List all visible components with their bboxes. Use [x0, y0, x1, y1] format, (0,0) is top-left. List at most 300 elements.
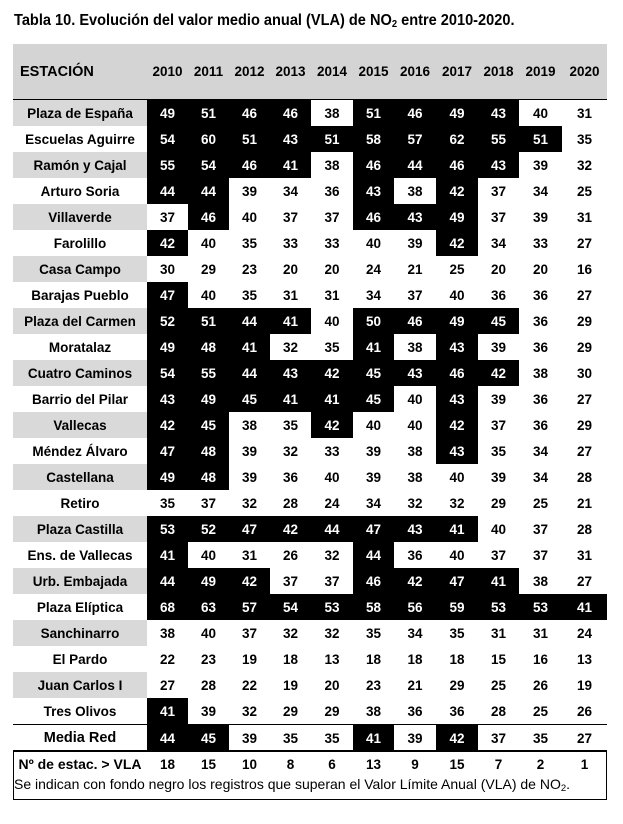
value-cell: 37	[270, 568, 311, 594]
value-cell: 43	[436, 438, 478, 464]
value-cell: 32	[270, 334, 311, 360]
value-cell: 46	[436, 152, 478, 178]
value-cell: 60	[188, 126, 229, 152]
value-cell: 37	[478, 178, 519, 204]
station-name: Vallecas	[13, 412, 147, 438]
value-cell: 18	[270, 646, 311, 672]
value-cell: 42	[147, 412, 188, 438]
value-cell: 38	[147, 620, 188, 646]
value-cell: 51	[519, 126, 562, 152]
value-cell: 41	[436, 516, 478, 542]
value-cell: 49	[436, 308, 478, 334]
table-row	[13, 516, 607, 542]
value-cell: 46	[229, 152, 270, 178]
value-cell: 15	[188, 752, 229, 777]
value-cell: 43	[353, 178, 394, 204]
value-cell: 38	[519, 568, 562, 594]
table-row	[13, 568, 607, 594]
value-cell: 41	[478, 568, 519, 594]
value-cell: 40	[353, 230, 394, 256]
value-cell: 54	[147, 126, 188, 152]
value-cell: 47	[436, 568, 478, 594]
table-row	[13, 620, 607, 646]
value-cell: 32	[311, 542, 353, 568]
value-cell: 8	[270, 752, 311, 777]
station-name: Tres Olivos	[43, 703, 117, 719]
value-cell: 35	[270, 725, 311, 752]
value-cell: 34	[353, 490, 394, 516]
table-row	[13, 204, 607, 230]
value-cell: 36	[394, 698, 436, 725]
value-cell: 57	[394, 126, 436, 152]
value-cell: 42	[436, 412, 478, 438]
value-cell: 40	[311, 308, 353, 334]
value-cell: 29	[562, 308, 607, 334]
value-cell: 32	[229, 698, 270, 725]
station-name: Cuatro Caminos	[13, 360, 147, 386]
value-cell: 43	[478, 152, 519, 178]
station-name: El Pardo	[52, 651, 108, 667]
value-cell: 19	[229, 646, 270, 672]
value-cell: 46	[353, 568, 394, 594]
value-cell: 26	[519, 672, 562, 698]
value-cell: 54	[147, 360, 188, 386]
value-cell: 20	[311, 672, 353, 698]
value-cell: 40	[311, 464, 353, 490]
station-name: Plaza Castilla	[13, 516, 147, 542]
value-cell: 1	[562, 752, 607, 777]
value-cell: 33	[311, 230, 353, 256]
value-cell: 53	[311, 594, 353, 620]
value-cell: 32	[394, 490, 436, 516]
value-cell: 53	[478, 594, 519, 620]
year-header-2019: 2019	[519, 44, 562, 100]
station-name: Villaverde	[13, 204, 147, 230]
table-row	[13, 100, 607, 127]
station-name: Plaza del Carmen	[13, 308, 147, 334]
value-cell: 49	[188, 386, 229, 412]
value-cell: 15	[436, 752, 478, 777]
value-cell: 38	[229, 412, 270, 438]
value-cell: 2	[519, 752, 562, 777]
value-cell: 39	[229, 438, 270, 464]
value-cell: 53	[147, 516, 188, 542]
table-row	[13, 230, 607, 256]
footnote: Se indican con fondo negro los registros que superan el Valor Límite Anual (VLA) de $NO_2$.	[14, 776, 571, 794]
value-cell: 35	[311, 725, 353, 752]
value-cell: 41	[353, 334, 394, 360]
value-cell: 54	[270, 594, 311, 620]
value-cell: 27	[562, 568, 607, 594]
value-cell: 10	[229, 752, 270, 777]
value-cell: 18	[394, 646, 436, 672]
value-cell: 34	[478, 230, 519, 256]
value-cell: 40	[519, 100, 562, 127]
value-cell: 41	[311, 386, 353, 412]
value-cell: 28	[562, 464, 607, 490]
table-row	[13, 152, 607, 178]
value-cell: 42	[436, 725, 478, 752]
station-name: Urb. Embajada	[13, 568, 147, 594]
value-cell: 46	[353, 152, 394, 178]
value-cell: 40	[188, 542, 229, 568]
count-row	[13, 752, 607, 777]
value-cell: 27	[562, 725, 607, 752]
table-title: Tabla 10. Evolución del valor medio anual (VLA) de $NO_2$ entre 2010-2020.	[14, 12, 515, 30]
value-cell: 34	[519, 178, 562, 204]
value-cell: 27	[562, 386, 607, 412]
value-cell: 40	[353, 412, 394, 438]
value-cell: 33	[311, 438, 353, 464]
value-cell: 51	[229, 126, 270, 152]
table-row	[13, 386, 607, 412]
value-cell: 41	[270, 308, 311, 334]
value-cell: 48	[188, 438, 229, 464]
value-cell: 34	[353, 282, 394, 308]
value-cell: 38	[394, 464, 436, 490]
value-cell: 29	[188, 256, 229, 282]
value-cell: 49	[147, 464, 188, 490]
value-cell: 44	[394, 152, 436, 178]
value-cell: 46	[394, 308, 436, 334]
value-cell: 50	[353, 308, 394, 334]
value-cell: 37	[188, 490, 229, 516]
value-cell: 39	[394, 230, 436, 256]
value-cell: 39	[229, 178, 270, 204]
value-cell: 47	[353, 516, 394, 542]
value-cell: 36	[519, 412, 562, 438]
year-header-2020: 2020	[562, 44, 607, 100]
header-row	[13, 44, 607, 100]
value-cell: 24	[311, 490, 353, 516]
value-cell: 21	[394, 672, 436, 698]
value-cell: 19	[562, 672, 607, 698]
value-cell: 36	[519, 386, 562, 412]
value-cell: 46	[188, 204, 229, 230]
value-cell: 40	[394, 412, 436, 438]
value-cell: 41	[147, 542, 188, 568]
no2-table	[13, 44, 607, 776]
value-cell: 39	[353, 438, 394, 464]
value-cell: 25	[519, 490, 562, 516]
value-cell: 23	[188, 646, 229, 672]
value-cell: 38	[311, 152, 353, 178]
value-cell: 46	[270, 100, 311, 127]
value-cell: 35	[270, 412, 311, 438]
year-header-2018: 2018	[478, 44, 519, 100]
value-cell: 56	[394, 594, 436, 620]
value-cell: 40	[188, 230, 229, 256]
value-cell: 23	[229, 256, 270, 282]
value-cell: 43	[270, 360, 311, 386]
value-cell: 39	[519, 204, 562, 230]
value-cell: 63	[188, 594, 229, 620]
value-cell: 44	[147, 178, 188, 204]
value-cell: 51	[188, 100, 229, 127]
value-cell: 37	[478, 412, 519, 438]
value-cell: 32	[270, 620, 311, 646]
value-cell: 52	[188, 516, 229, 542]
value-cell: 49	[188, 568, 229, 594]
value-cell: 42	[270, 516, 311, 542]
value-cell: 42	[229, 568, 270, 594]
value-cell: 54	[188, 152, 229, 178]
value-cell: 43	[394, 360, 436, 386]
value-cell: 21	[394, 256, 436, 282]
value-cell: 28	[562, 516, 607, 542]
station-name: Escuelas Aguirre	[25, 131, 135, 147]
value-cell: 35	[436, 620, 478, 646]
value-cell: 37	[229, 620, 270, 646]
value-cell: 45	[353, 386, 394, 412]
value-cell: 18	[147, 752, 188, 777]
value-cell: 32	[562, 152, 607, 178]
value-cell: 34	[519, 464, 562, 490]
value-cell: 22	[147, 646, 188, 672]
table-row	[13, 334, 607, 360]
value-cell: 35	[229, 230, 270, 256]
value-cell: 38	[394, 334, 436, 360]
value-cell: 25	[478, 672, 519, 698]
value-cell: 16	[519, 646, 562, 672]
value-cell: 18	[436, 646, 478, 672]
value-cell: 31	[562, 542, 607, 568]
value-cell: 38	[519, 360, 562, 386]
media-row	[13, 725, 607, 752]
value-cell: 39	[353, 464, 394, 490]
value-cell: 51	[353, 100, 394, 127]
value-cell: 30	[562, 360, 607, 386]
value-cell: 20	[311, 256, 353, 282]
station-name: Ens. de Vallecas	[27, 547, 133, 563]
value-cell: 6	[311, 752, 353, 777]
value-cell: 31	[562, 100, 607, 127]
table-row	[13, 646, 607, 672]
value-cell: 40	[478, 516, 519, 542]
value-cell: 44	[188, 178, 229, 204]
station-name: Arturo Soria	[40, 183, 120, 199]
value-cell: 43	[394, 516, 436, 542]
value-cell: 34	[519, 438, 562, 464]
value-cell: 39	[394, 725, 436, 752]
value-cell: 42	[394, 568, 436, 594]
value-cell: 36	[270, 464, 311, 490]
value-cell: 43	[270, 126, 311, 152]
value-cell: 38	[311, 100, 353, 127]
value-cell: 39	[478, 386, 519, 412]
value-cell: 35	[562, 126, 607, 152]
value-cell: 46	[394, 100, 436, 127]
value-cell: 40	[436, 282, 478, 308]
value-cell: 28	[270, 490, 311, 516]
value-cell: 45	[188, 725, 229, 752]
value-cell: 31	[562, 204, 607, 230]
value-cell: 37	[311, 568, 353, 594]
value-cell: 36	[519, 308, 562, 334]
year-header-2014: 2014	[311, 44, 353, 100]
value-cell: 31	[311, 282, 353, 308]
table-row	[13, 256, 607, 282]
station-name: Plaza de España	[13, 100, 147, 127]
value-cell: 28	[478, 698, 519, 725]
value-cell: 37	[519, 542, 562, 568]
value-cell: 13	[353, 752, 394, 777]
value-cell: 21	[562, 490, 607, 516]
value-cell: 44	[311, 516, 353, 542]
value-cell: 35	[519, 725, 562, 752]
value-cell: 44	[229, 308, 270, 334]
value-cell: 49	[436, 100, 478, 127]
value-cell: 40	[394, 386, 436, 412]
value-cell: 46	[229, 100, 270, 127]
value-cell: 55	[188, 360, 229, 386]
value-cell: 45	[229, 386, 270, 412]
value-cell: 62	[436, 126, 478, 152]
value-cell: 15	[478, 646, 519, 672]
value-cell: 39	[188, 698, 229, 725]
value-cell: 40	[229, 204, 270, 230]
value-cell: 39	[478, 334, 519, 360]
value-cell: 31	[229, 542, 270, 568]
value-cell: 31	[478, 620, 519, 646]
value-cell: 38	[394, 438, 436, 464]
value-cell: 32	[229, 490, 270, 516]
table-row	[13, 438, 607, 464]
value-cell: 41	[147, 698, 188, 725]
value-cell: 42	[147, 230, 188, 256]
value-cell: 41	[562, 594, 607, 620]
table-row	[13, 178, 607, 204]
value-cell: 35	[353, 620, 394, 646]
year-header-2016: 2016	[394, 44, 436, 100]
value-cell: 26	[562, 698, 607, 725]
value-cell: 58	[353, 594, 394, 620]
value-cell: 29	[562, 412, 607, 438]
value-cell: 25	[436, 256, 478, 282]
value-cell: 48	[188, 464, 229, 490]
table-row	[13, 594, 607, 620]
value-cell: 24	[353, 256, 394, 282]
value-cell: 51	[188, 308, 229, 334]
table-row	[13, 698, 607, 725]
station-name: Farolillo	[53, 235, 107, 251]
value-cell: 42	[436, 178, 478, 204]
table-row	[13, 464, 607, 490]
value-cell: 9	[394, 752, 436, 777]
value-cell: 34	[270, 178, 311, 204]
value-cell: 59	[436, 594, 478, 620]
station-name: Barajas Pueblo	[31, 287, 129, 303]
value-cell: 48	[188, 334, 229, 360]
value-cell: 51	[311, 126, 353, 152]
value-cell: 37	[147, 204, 188, 230]
value-cell: 36	[394, 542, 436, 568]
value-cell: 45	[478, 308, 519, 334]
value-cell: 39	[229, 464, 270, 490]
station-name: Ramón y Cajal	[13, 152, 147, 178]
value-cell: 44	[229, 360, 270, 386]
value-cell: 68	[147, 594, 188, 620]
value-cell: 52	[147, 308, 188, 334]
value-cell: 32	[270, 438, 311, 464]
value-cell: 46	[436, 360, 478, 386]
station-name: Barrio del Pilar	[31, 391, 129, 407]
value-cell: 43	[436, 334, 478, 360]
value-cell: 43	[147, 386, 188, 412]
value-cell: 35	[311, 334, 353, 360]
year-header-2015: 2015	[353, 44, 394, 100]
value-cell: 25	[562, 178, 607, 204]
value-cell: 29	[311, 698, 353, 725]
value-cell: 33	[270, 230, 311, 256]
value-cell: 42	[436, 230, 478, 256]
value-cell: 49	[147, 334, 188, 360]
value-cell: 37	[478, 204, 519, 230]
value-cell: 37	[478, 725, 519, 752]
value-cell: 37	[478, 542, 519, 568]
value-cell: 43	[478, 100, 519, 127]
year-header-2012: 2012	[229, 44, 270, 100]
value-cell: 47	[147, 438, 188, 464]
table-row	[13, 126, 607, 152]
value-cell: 32	[436, 490, 478, 516]
value-cell: 39	[478, 464, 519, 490]
value-cell: 58	[353, 126, 394, 152]
station-name: Media Red	[13, 725, 147, 752]
value-cell: 30	[147, 256, 188, 282]
value-cell: 37	[394, 282, 436, 308]
station-name: Sanchinarro	[13, 620, 147, 646]
value-cell: 24	[562, 620, 607, 646]
value-cell: 40	[188, 282, 229, 308]
station-name: Moratalaz	[48, 339, 112, 355]
station-name: Plaza Elíptica	[36, 599, 124, 615]
value-cell: 41	[270, 386, 311, 412]
value-cell: 55	[478, 126, 519, 152]
value-cell: 34	[394, 620, 436, 646]
station-header: ESTACIÓN	[13, 44, 147, 100]
value-cell: 43	[436, 386, 478, 412]
value-cell: 36	[436, 698, 478, 725]
table-row	[13, 282, 607, 308]
value-cell: 43	[394, 204, 436, 230]
value-cell: 41	[270, 152, 311, 178]
value-cell: 46	[353, 204, 394, 230]
value-cell: 40	[188, 620, 229, 646]
value-cell: 42	[311, 412, 353, 438]
value-cell: 7	[478, 752, 519, 777]
value-cell: 27	[562, 438, 607, 464]
value-cell: 20	[519, 256, 562, 282]
value-cell: 47	[147, 282, 188, 308]
table-row	[13, 542, 607, 568]
value-cell: 26	[270, 542, 311, 568]
value-cell: 40	[436, 464, 478, 490]
value-cell: 20	[478, 256, 519, 282]
value-cell: 13	[311, 646, 353, 672]
year-header-2010: 2010	[147, 44, 188, 100]
value-cell: 38	[394, 178, 436, 204]
value-cell: 38	[353, 698, 394, 725]
value-cell: 44	[353, 542, 394, 568]
table-row	[13, 308, 607, 334]
value-cell: 37	[311, 204, 353, 230]
value-cell: 29	[436, 672, 478, 698]
value-cell: 41	[229, 334, 270, 360]
year-header-2013: 2013	[270, 44, 311, 100]
value-cell: 27	[147, 672, 188, 698]
value-cell: 19	[270, 672, 311, 698]
